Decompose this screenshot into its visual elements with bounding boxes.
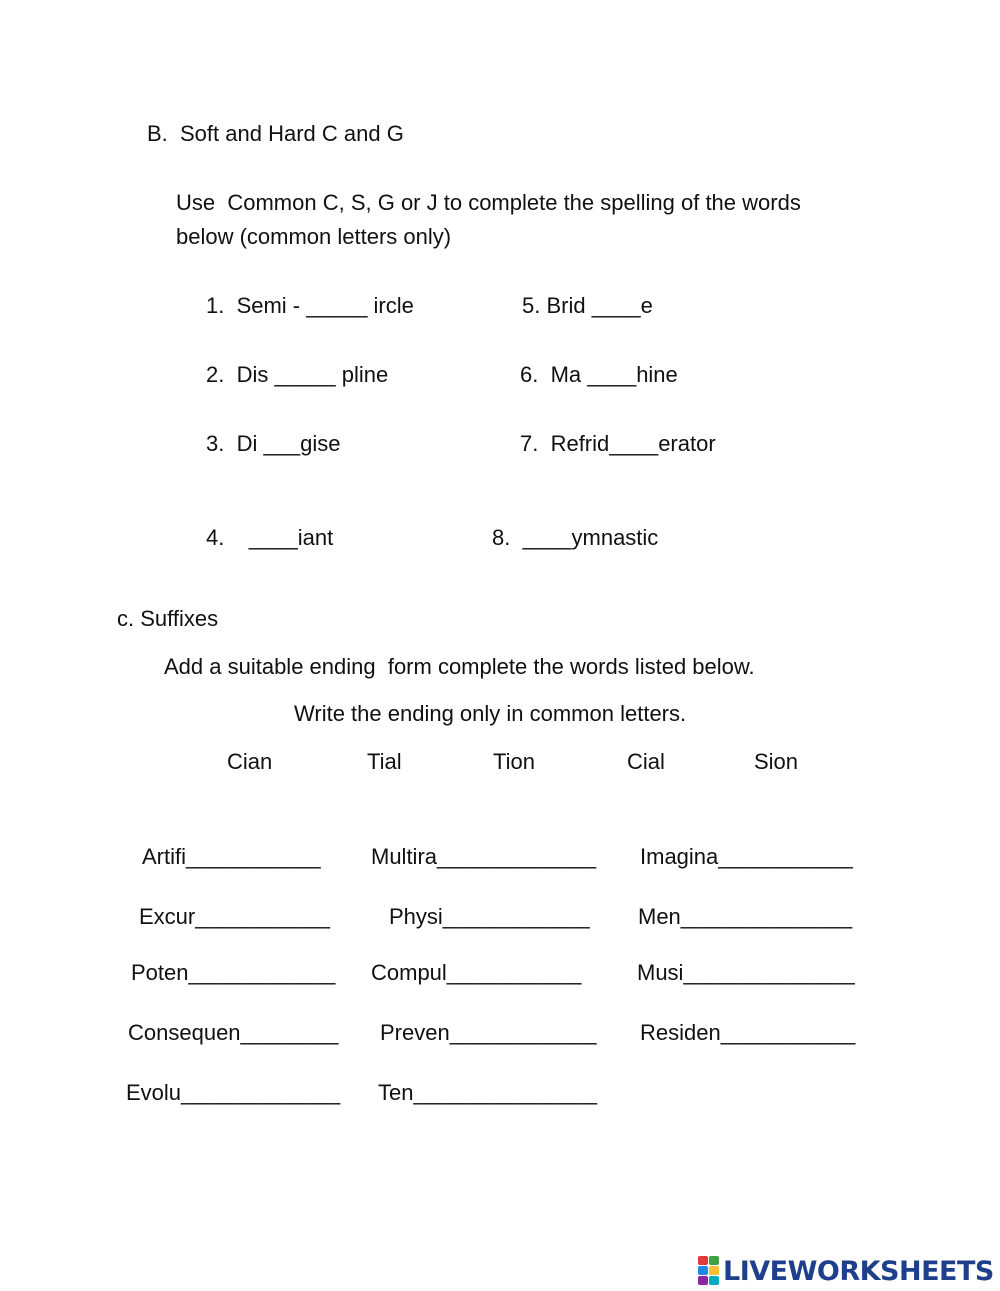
suffix-word-musi: Musi______________ bbox=[637, 960, 855, 985]
suffix-word-preven: Preven____________ bbox=[380, 1020, 597, 1045]
logo-block-icon bbox=[698, 1276, 708, 1285]
suffix-word-excur: Excur___________ bbox=[139, 904, 330, 929]
section-b-instruction-line2: below (common letters only) bbox=[176, 224, 452, 249]
liveworksheets-logo bbox=[698, 1254, 994, 1288]
suffix-word-compul: Compul___________ bbox=[371, 960, 582, 985]
spelling-item-3: 3. Di ___gise bbox=[206, 431, 341, 456]
logo-block-icon bbox=[698, 1266, 708, 1275]
section-c-instruction-line2: Write the ending only in common letters. bbox=[294, 701, 687, 726]
suffix-word-men: Men______________ bbox=[638, 904, 853, 929]
spelling-item-5: 5. Brid ____e bbox=[522, 293, 653, 318]
ending-option-tion: Tion bbox=[493, 749, 535, 774]
suffix-word-imagina: Imagina___________ bbox=[640, 844, 853, 869]
suffix-word-consequen: Consequen________ bbox=[128, 1020, 339, 1045]
logo-block-icon bbox=[698, 1256, 708, 1265]
ending-option-cial: Cial bbox=[627, 749, 665, 774]
section-c-instruction-line1: Add a suitable ending form complete the words listed below. bbox=[164, 654, 755, 679]
ending-option-cian: Cian bbox=[227, 749, 273, 774]
spelling-item-6: 6. Ma ____hine bbox=[520, 362, 678, 387]
spelling-item-7: 7. Refrid____erator bbox=[520, 431, 716, 456]
spelling-item-2: 2. Dis _____ pline bbox=[206, 362, 389, 387]
suffix-word-ten: Ten_______________ bbox=[378, 1080, 598, 1105]
suffix-word-artifi: Artifi___________ bbox=[142, 844, 321, 869]
suffix-word-evolu: Evolu_____________ bbox=[126, 1080, 341, 1105]
liveworksheets-logo-icon bbox=[698, 1256, 720, 1286]
ending-option-sion: Sion bbox=[754, 749, 799, 774]
logo-block-icon bbox=[709, 1266, 719, 1275]
suffix-word-physi: Physi____________ bbox=[389, 904, 590, 929]
section-b-heading: B. Soft and Hard C and G bbox=[147, 121, 404, 146]
suffix-word-multira: Multira_____________ bbox=[371, 844, 597, 869]
spelling-item-1: 1. Semi - _____ ircle bbox=[206, 293, 414, 318]
ending-option-tial: Tial bbox=[367, 749, 402, 774]
logo-block-icon bbox=[709, 1256, 719, 1265]
liveworksheets-brand-text: LIVEWORKSHEETS bbox=[723, 1255, 994, 1287]
section-b-instruction-line1: Use Common C, S, G or J to complete the spelling of the words bbox=[176, 190, 801, 215]
section-c-heading: c. Suffixes bbox=[117, 606, 219, 631]
logo-block-icon bbox=[709, 1276, 719, 1285]
spelling-item-8: 8. ____ymnastic bbox=[492, 525, 659, 550]
spelling-item-4: 4. ____iant bbox=[206, 525, 334, 550]
suffix-word-residen: Residen___________ bbox=[640, 1020, 856, 1045]
suffix-word-poten: Poten____________ bbox=[131, 960, 336, 985]
